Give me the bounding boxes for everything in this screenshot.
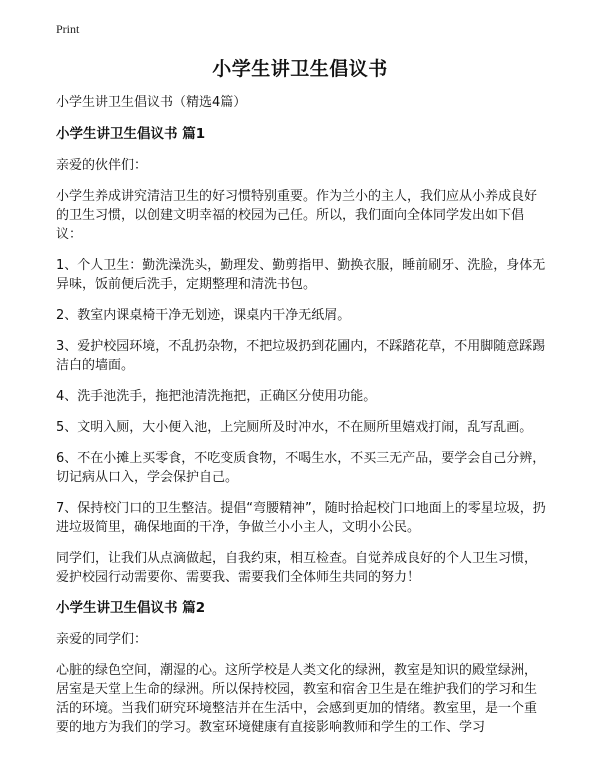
item-paragraph-1: 1、个人卫生：勤洗澡洗头，勤理发、勤剪指甲、勤换衣服，睡前刷牙、洗脸，身体无异味，饭前便后洗手，定期整理和清洗书包。	[56, 258, 546, 292]
print-label: Print	[56, 22, 80, 36]
item-paragraph-4: 4、洗手池洗手，拖把池清洗拖把，正确区分使用功能。	[56, 389, 377, 404]
greeting-paragraph: 亲爱的伙伴们：	[56, 158, 148, 173]
body-paragraph-2: 心脏的绿色空间，潮湿的心。这所学校是人类文化的绿洲，教室是知识的殿堂绿洲，居室是天堂上生命的绿洲。所以保持校园，教室和宿舍卫生是在维护我们的学习和生活的环境。当我们研究环境整洁并在生活中，会感到更加的情绪。教室里，是一个重要的地方为我们的学习。教室环境健康有直接影响教师和学生的工作、学习	[56, 663, 538, 735]
item-paragraph-5: 5、文明入厕，大小便入池，上完厕所及时冲水，不在厕所里嬉戏打闹，乱写乱画。	[56, 420, 533, 435]
item-paragraph-3: 3、爱护校园环境，不乱扔杂物，不把垃圾扔到花圃内，不踩踏花草，不用脚随意踩踢洁白的墙面。	[56, 339, 546, 373]
section-heading-1: 小学生讲卫生倡议书 篇1	[56, 126, 206, 142]
intro-paragraph: 小学生养成讲究清洁卫生的好习惯特别重要。作为兰小的主人，我们应从小养成良好的卫生习惯，以创建文明幸福的校园为己任。所以，我们面向全体同学发出如下倡议：	[56, 189, 538, 242]
closing-paragraph: 同学们，让我们从点滴做起，自我约束，相互检查。自觉养成良好的个人卫生习惯，爱护校园行动需要你、需要我、需要我们全体师生共同的努力！	[56, 551, 538, 585]
section-heading-2: 小学生讲卫生倡议书 篇2	[56, 600, 206, 616]
document-title: 小学生讲卫生倡议书	[212, 58, 388, 80]
document-body	[56, 93, 548, 749]
item-paragraph-7: 7、保持校门口的卫生整洁。提倡“弯腰精神”，随时拾起校门口地面上的零星垃圾，扔进垃圾简里，确保地面的干净，争做兰小小主人，文明小公民。	[56, 501, 546, 535]
item-paragraph-2: 2、教室内课桌椅干净无划迹，课桌内干净无纸屑。	[56, 308, 351, 323]
document-subtitle: 小学生讲卫生倡议书（精选4篇）	[56, 95, 247, 110]
greeting-paragraph-2: 亲爱的同学们：	[56, 632, 148, 647]
item-paragraph-6: 6、不在小摊上买零食，不吃变质食物，不喝生水，不买三无产品，要学会自己分辨，切记病从口入，学会保护自己。	[56, 451, 546, 485]
